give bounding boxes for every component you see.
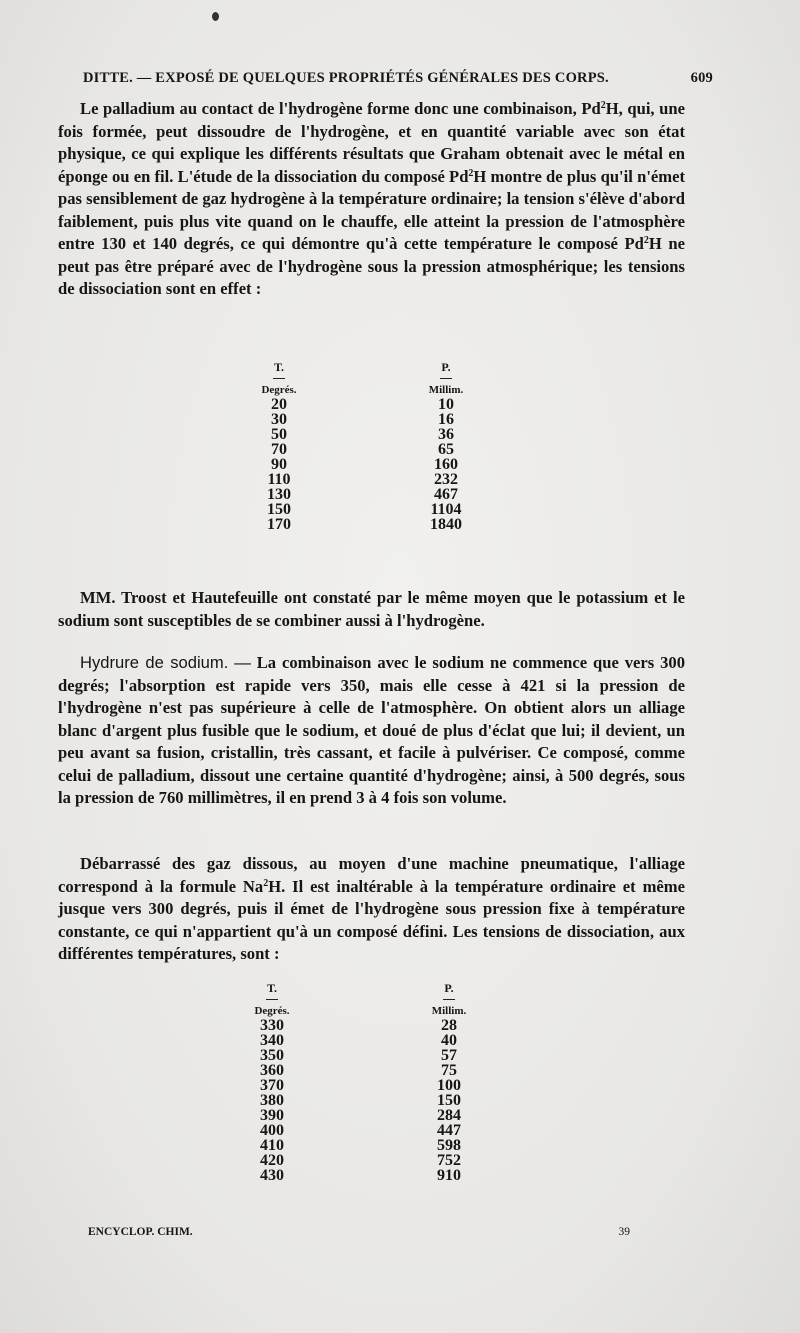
table-cell: 16: [438, 411, 454, 428]
table-column-temperature: [240, 981, 304, 1183]
table-cell: 430: [260, 1167, 284, 1184]
table-cell: 380: [260, 1092, 284, 1109]
table-cell: 400: [260, 1122, 284, 1139]
table-cell: 57: [441, 1047, 457, 1064]
paragraph-text: MM. Troost et Hautefeuille ont constaté par le même moyen que le potassium et le sodium sont susceptibles de se combiner aussi à l'hydrogène.: [58, 588, 685, 630]
column-unit: Degrés.: [261, 384, 297, 396]
table-cell: 40: [441, 1032, 457, 1049]
column-header: T.: [266, 981, 278, 995]
superscript: 2: [263, 877, 269, 889]
column-header: P.: [444, 981, 454, 995]
table-cell: 284: [437, 1107, 461, 1124]
table-cell: 340: [260, 1032, 284, 1049]
table-cell: 447: [437, 1122, 461, 1139]
section-lead: Hydrure de sodium.: [80, 653, 229, 672]
table-cell: 10: [438, 396, 454, 413]
paragraph-sodium-hydride: [58, 652, 685, 810]
table-cell: 370: [260, 1077, 284, 1094]
ink-spot: [212, 12, 219, 21]
paragraph-text: H. Il est inaltérable à la température ordinaire et même jusque vers 300 degrés, puis il émet de l'hydrogène sous pression fixe à température constante, ce qui n'appartient qu'à un composé défini. Les tensions de dissociation, aux différentes températures, sont :: [58, 876, 685, 963]
table-cell: 75: [441, 1062, 457, 1079]
header-rule: [443, 999, 455, 1000]
table-cell: 330: [260, 1017, 284, 1034]
table-column-pressure: [414, 360, 478, 532]
table-cell: 420: [260, 1152, 284, 1169]
paragraph-text: H, qui, une fois formée, peut dissoudre de l'hydrogène, et en quantité variable avec son état physique, ce qui explique les différents résultats que Graham obtenait avec le métal en éponge ou en fil. L'étude de la dissociation du composé Pd: [58, 99, 685, 186]
table-cell: 1840: [430, 516, 462, 533]
paragraph-text: — La combinaison avec le sodium ne commence que vers 300 degrés; l'absorption est rapide vers 350, mais elle cesse à 421 si la pression de l'hydrogène n'est pas supérieure à celle de l'atmosphère. On obtient alors un alliage blanc d'argent plus fusible que le sodium, et doué de plus d'éclat que lui; il devient, un peu avant sa fusion, cristallin, très cassant, et facile à pulvériser. Ce composé, comme celui de palladium, dissout une certaine quantité d'hydrogène; ainsi, à 500 degrés, sous la pression de 760 millimètres, il en prend 3 à 4 fois son volume.: [58, 653, 685, 807]
table-cell: 20: [271, 396, 287, 413]
column-values: [240, 1018, 304, 1183]
table-cell: 65: [438, 441, 454, 458]
table-cell: 150: [437, 1092, 461, 1109]
header-rule: [273, 378, 285, 379]
table-cell: 50: [271, 426, 287, 443]
table-cell: 36: [438, 426, 454, 443]
header-rule: [266, 999, 278, 1000]
table-cell: 130: [267, 486, 291, 503]
superscript: 2: [643, 235, 649, 246]
table-cell: 150: [267, 501, 291, 518]
table-cell: 90: [271, 456, 287, 473]
table-cell: 598: [437, 1137, 461, 1154]
table-cell: 160: [434, 456, 458, 473]
table-cell: 28: [441, 1017, 457, 1034]
table-cell: 467: [434, 486, 458, 503]
table-cell: 910: [437, 1167, 461, 1184]
column-header: T.: [273, 360, 285, 374]
header-rule: [440, 378, 452, 379]
table-cell: 350: [260, 1047, 284, 1064]
footer-sheet-number: 39: [618, 1226, 630, 1238]
paragraph-text: Débarrassé des gaz dissous, au moyen d'une machine pneumatique, l'alliage correspond à la formule Na: [58, 854, 685, 896]
column-unit: Millim.: [431, 1005, 467, 1017]
table-cell: 70: [271, 441, 287, 458]
column-values: [247, 397, 311, 532]
column-header: P.: [441, 360, 451, 374]
column-values: [417, 1018, 481, 1183]
table-cell: 110: [267, 471, 291, 488]
table-column-pressure: [417, 981, 481, 1183]
column-unit: Degrés.: [254, 1005, 290, 1017]
header-title: DITTE. — EXPOSÉ DE QUELQUES PROPRIÉTÉS GÉNÉRALES DES CORPS.: [83, 70, 609, 86]
table-cell: 232: [434, 471, 458, 488]
paragraph-troost: [58, 587, 685, 632]
table-cell: 170: [267, 516, 291, 533]
table-cell: 30: [271, 411, 287, 428]
paragraph-palladium: [58, 98, 685, 301]
paragraph-text: Le palladium au contact de l'hydrogène forme donc une combinaison, Pd: [80, 99, 601, 118]
paragraph-text: H ne peut pas être préparé avec de l'hydrogène sous la pression atmosphérique; les tensions de dissociation sont en effet :: [58, 234, 685, 298]
table-cell: 100: [437, 1077, 461, 1094]
superscript: 2: [468, 167, 474, 179]
paragraph-text: H montre de plus qu'il n'émet pas sensiblement de gaz hydrogène à la température ordinaire; la tension s'élève d'abord faiblement, puis plus vite quand on le chauffe, elle atteint la pression de l'atmosphère entre 130 et 140 degrés, ce qui démontre qu'à cette température le composé Pd: [58, 166, 686, 253]
paragraph-alloy: [58, 853, 685, 966]
superscript: 2: [600, 100, 606, 111]
table-cell: 360: [260, 1062, 284, 1079]
table-column-temperature: [247, 360, 311, 532]
table-cell: 1104: [430, 501, 462, 518]
table-cell: 410: [260, 1137, 284, 1154]
column-values: [414, 397, 478, 532]
footer-signature: ENCYCLOP. CHIM.: [88, 1226, 193, 1238]
table-cell: 390: [260, 1107, 284, 1124]
table-cell: 752: [437, 1152, 461, 1169]
page-number: 609: [690, 70, 713, 86]
column-unit: Millim.: [428, 384, 464, 396]
